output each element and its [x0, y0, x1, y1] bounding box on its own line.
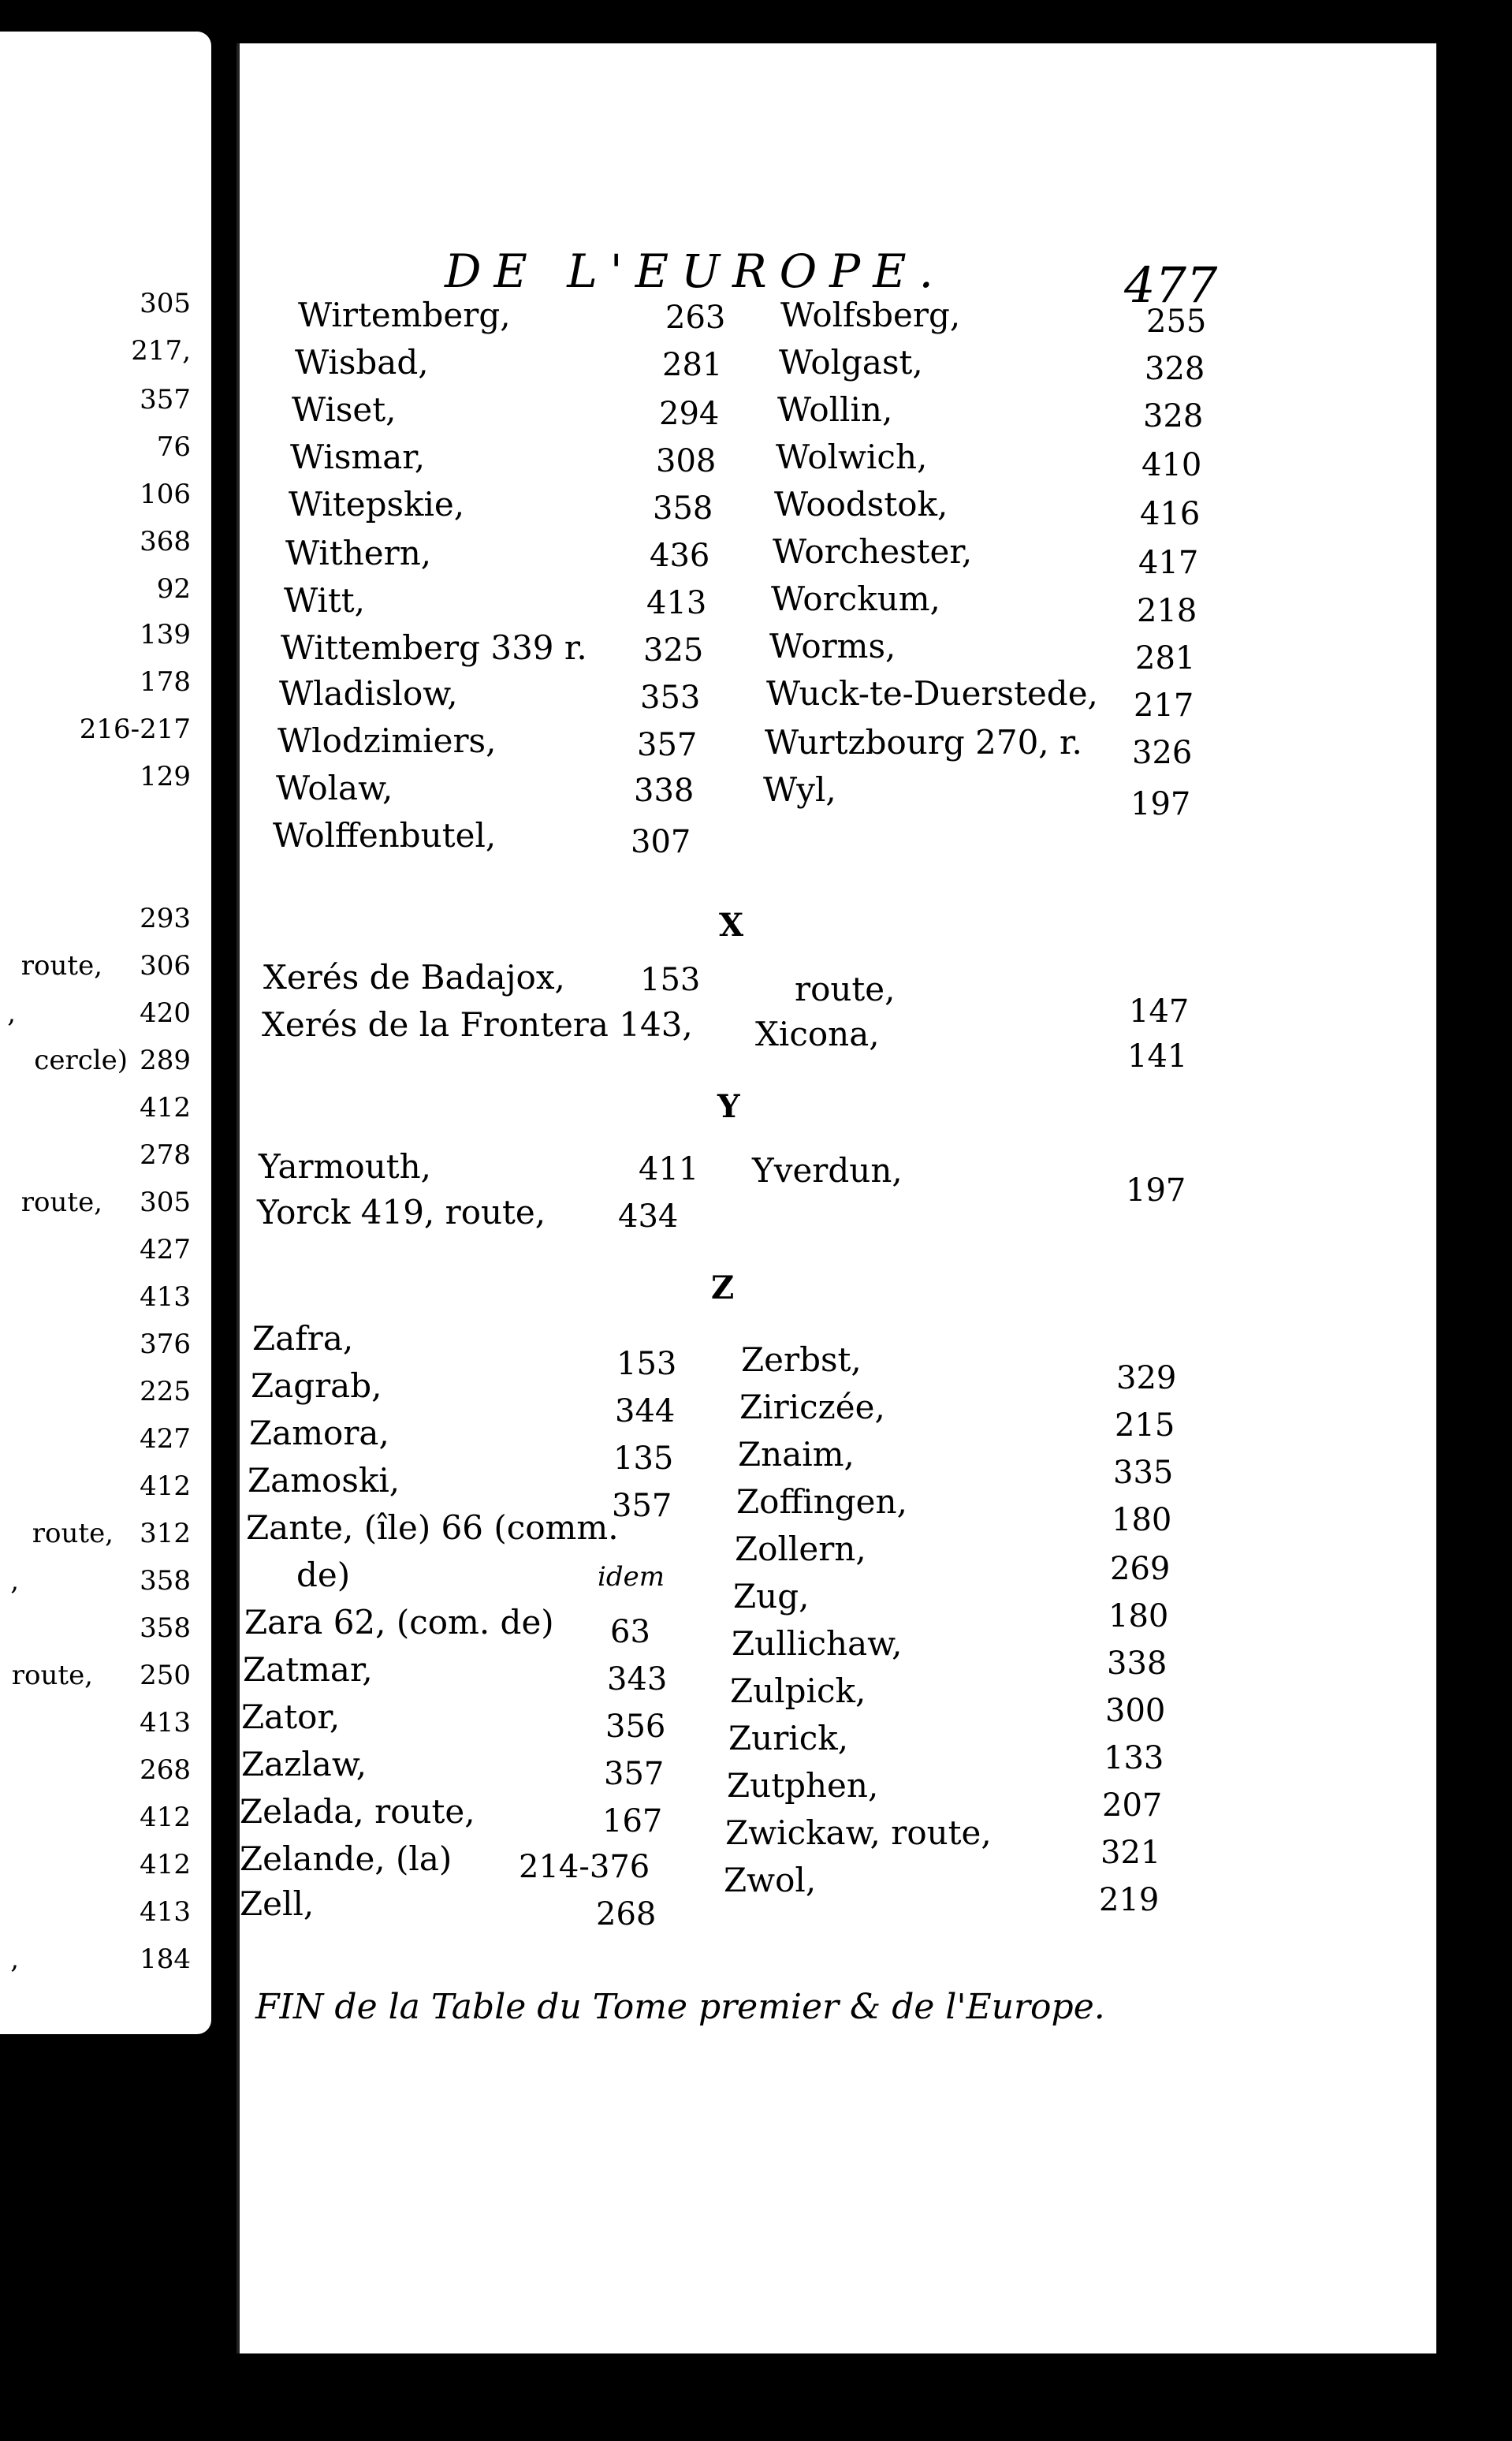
index-page-ref: 141 [1127, 1038, 1188, 1075]
left-page-fragment-text: route, [32, 1518, 114, 1549]
index-entry: Zator, [241, 1698, 341, 1736]
left-page-number: 412 [140, 1849, 191, 1880]
index-entry: Xicona, [755, 1015, 880, 1053]
left-page-fragment-text: route, [20, 950, 102, 982]
index-page-ref: 218 [1137, 593, 1197, 629]
index-page-ref: 217 [1134, 688, 1194, 724]
left-page-fragment-text: , [7, 997, 16, 1029]
index-page-ref: 153 [616, 1346, 677, 1382]
book-gutter [211, 32, 238, 2081]
index-entry: Zwickaw, route, [725, 1813, 992, 1852]
index-page-ref: 326 [1132, 735, 1193, 771]
left-page-number: 413 [140, 1707, 191, 1739]
index-entry: Zatmar, [243, 1650, 373, 1689]
index-page-ref: 215 [1115, 1407, 1175, 1444]
index-entry: Zutphen, [727, 1766, 879, 1805]
index-entry: Wolffenbutel, [273, 816, 497, 855]
index-page-ref: 269 [1110, 1551, 1171, 1587]
index-page-ref: 255 [1146, 304, 1207, 340]
index-entry: Zagrab, [251, 1366, 382, 1405]
index-entry: Zafra, [252, 1319, 354, 1358]
index-page-ref: 411 [639, 1151, 699, 1187]
left-page-fragment-text: , [10, 1943, 19, 1975]
index-entry: Ziriczée, [739, 1388, 885, 1426]
index-entry: Wuck-te-Duerstede, [766, 674, 1098, 713]
index-page-ref: 180 [1112, 1502, 1172, 1538]
index-entry: Zollern, [735, 1530, 866, 1568]
index-page-ref: 133 [1104, 1740, 1164, 1776]
index-page-ref: 263 [665, 300, 726, 336]
right-page [236, 43, 1436, 2353]
left-page-number: 413 [140, 1896, 191, 1928]
index-entry: Zerbst, [741, 1340, 862, 1379]
index-page-ref: idem [598, 1561, 665, 1593]
index-entry: Wismar, [290, 438, 426, 476]
left-page-number: 76 [156, 431, 191, 463]
index-page-ref: 325 [643, 632, 704, 669]
index-page-ref: 135 [613, 1440, 674, 1477]
left-page-fragment [0, 32, 211, 2034]
index-entry: Wiset, [292, 390, 397, 429]
index-entry: Yorck 419, route, [257, 1193, 546, 1232]
section-letter: Z [711, 1269, 735, 1306]
index-page-ref: 167 [602, 1803, 663, 1839]
page-number: 477 [1124, 256, 1218, 314]
left-page-number: 412 [140, 1802, 191, 1833]
index-page-ref: 281 [1135, 640, 1196, 676]
left-page-fragment-text: , [10, 1565, 19, 1597]
index-entry: Wittemberg 339 r. [281, 628, 587, 667]
index-page-ref: 281 [662, 347, 723, 383]
index-entry: Zazlaw, [241, 1745, 367, 1783]
index-page-ref: 344 [615, 1393, 676, 1429]
left-page-number: 427 [140, 1234, 191, 1265]
index-entry: Wolgast, [779, 343, 923, 382]
index-page-ref: 357 [637, 727, 698, 763]
index-entry: Yverdun, [752, 1151, 903, 1190]
index-page-ref: 63 [610, 1614, 650, 1650]
index-page-ref: 357 [612, 1488, 672, 1524]
left-page-number: 412 [140, 1470, 191, 1502]
index-entry: Woodstok, [774, 485, 948, 524]
index-entry: Znaim, [738, 1435, 855, 1474]
index-entry: Yarmouth, [259, 1147, 432, 1186]
index-page-ref: 410 [1141, 447, 1202, 483]
index-entry: Wolwich, [776, 438, 928, 476]
index-entry: Wirtemberg, [298, 296, 511, 334]
index-entry: Wolaw, [276, 769, 393, 807]
left-page-number: 139 [140, 619, 191, 650]
index-entry: Zante, (île) 66 (comm. [246, 1508, 619, 1547]
left-page-number: 427 [140, 1423, 191, 1455]
left-page-number: 412 [140, 1092, 191, 1124]
index-entry: Zullichaw, [732, 1624, 903, 1663]
index-page-ref: 153 [640, 962, 701, 998]
index-page-ref: 180 [1108, 1598, 1169, 1634]
left-page-number: 278 [140, 1139, 191, 1171]
left-page-number: 225 [140, 1376, 191, 1407]
index-entry: Zelada, route, [240, 1792, 475, 1831]
index-entry: Wisbad, [295, 343, 429, 382]
left-page-number: 250 [140, 1660, 191, 1691]
index-page-ref: 343 [607, 1661, 668, 1698]
left-page-number: 217, [131, 335, 191, 367]
index-entry: Wlodzimiers, [277, 721, 497, 760]
left-page-number: 376 [140, 1329, 191, 1360]
index-entry: Zug, [733, 1577, 810, 1616]
index-entry: Withern, [285, 534, 432, 572]
left-page-number: 289 [140, 1045, 191, 1076]
index-page-ref: 300 [1105, 1693, 1166, 1729]
left-page-number: 312 [140, 1518, 191, 1549]
index-page-ref: 413 [646, 585, 707, 621]
index-entry: Zoffingen, [736, 1482, 907, 1521]
index-page-ref: 357 [604, 1756, 665, 1792]
index-entry: Wladislow, [279, 674, 458, 713]
index-entry: Worms, [769, 627, 896, 665]
left-page-number: 184 [140, 1943, 191, 1975]
index-page-ref: 356 [605, 1709, 666, 1745]
left-page-number: 358 [140, 1612, 191, 1644]
index-page-ref: 219 [1099, 1882, 1160, 1918]
index-page-ref: 197 [1130, 786, 1191, 822]
index-page-ref: 434 [618, 1198, 679, 1235]
index-page-ref: 436 [650, 538, 710, 574]
index-entry: Wyl, [763, 770, 836, 809]
index-page-ref: 328 [1145, 351, 1205, 387]
left-page-number: 106 [140, 479, 191, 510]
running-header: DE L'EUROPE. [445, 244, 946, 298]
index-page-ref: 338 [634, 773, 695, 809]
index-entry: Xerés de Badajox, [263, 958, 565, 997]
index-page-ref: 335 [1113, 1455, 1174, 1491]
left-page-number: 268 [140, 1754, 191, 1786]
index-page-ref: 197 [1126, 1172, 1186, 1209]
index-page-ref: 207 [1102, 1787, 1163, 1824]
index-entry: Zamoski, [248, 1461, 400, 1500]
table-end-note: FIN de la Table du Tome premier & de l'Europe. [255, 1987, 1105, 2027]
left-page-number: 293 [140, 903, 191, 934]
index-page-ref: 353 [640, 680, 701, 716]
index-page-ref: 416 [1140, 496, 1201, 532]
index-entry: Xerés de la Frontera 143, [262, 1005, 693, 1044]
index-page-ref: 417 [1138, 545, 1199, 581]
index-entry: Zamora, [249, 1414, 389, 1452]
left-page-number: 129 [140, 761, 191, 792]
left-page-number: 420 [140, 997, 191, 1029]
left-page-number: 358 [140, 1565, 191, 1597]
index-entry: Zelande, (la) [240, 1839, 452, 1878]
left-page-number: 413 [140, 1281, 191, 1313]
index-entry: Zulpick, [730, 1671, 866, 1710]
left-page-number: 306 [140, 950, 191, 982]
index-page-ref: 338 [1107, 1645, 1168, 1682]
left-page-number: 92 [156, 573, 191, 605]
section-letter: X [719, 907, 744, 944]
left-page-fragment-text: cercle) [34, 1045, 128, 1076]
index-page-ref: 328 [1143, 398, 1204, 434]
index-page-ref: 147 [1129, 993, 1190, 1030]
index-entry: Wollin, [777, 390, 893, 429]
index-entry: Wolfsberg, [780, 296, 961, 334]
index-page-ref: 294 [659, 396, 720, 432]
index-page-ref: 358 [653, 490, 713, 527]
index-entry: route, [795, 970, 896, 1008]
index-page-ref: 214-376 [519, 1849, 650, 1885]
index-entry: Worchester, [773, 532, 973, 571]
index-entry: Witepskie, [289, 485, 465, 524]
index-entry: Zurick, [728, 1719, 849, 1757]
index-entry: Zell, [240, 1884, 315, 1923]
section-letter: Y [717, 1088, 740, 1125]
left-page-number: 305 [140, 288, 191, 319]
index-page-ref: 308 [656, 443, 717, 479]
index-page-ref: 321 [1100, 1835, 1161, 1871]
index-page-ref: 268 [596, 1896, 657, 1932]
index-page-ref: 307 [631, 824, 691, 860]
left-page-fragment-text: route, [11, 1660, 93, 1691]
index-entry: Zwol, [724, 1861, 817, 1899]
index-entry: de) [296, 1556, 351, 1594]
index-entry: Wurtzbourg 270, r. [765, 723, 1082, 762]
index-entry: Witt, [284, 581, 365, 620]
index-entry: Worckum, [771, 580, 940, 618]
index-entry: Zara 62, (com. de) [244, 1603, 554, 1642]
left-page-number: 178 [140, 666, 191, 698]
left-page-number: 216-217 [79, 714, 191, 745]
left-page-number: 357 [140, 384, 191, 416]
left-page-number: 368 [140, 526, 191, 557]
index-page-ref: 329 [1116, 1360, 1177, 1396]
left-page-fragment-text: route, [20, 1187, 102, 1218]
left-page-number: 305 [140, 1187, 191, 1218]
